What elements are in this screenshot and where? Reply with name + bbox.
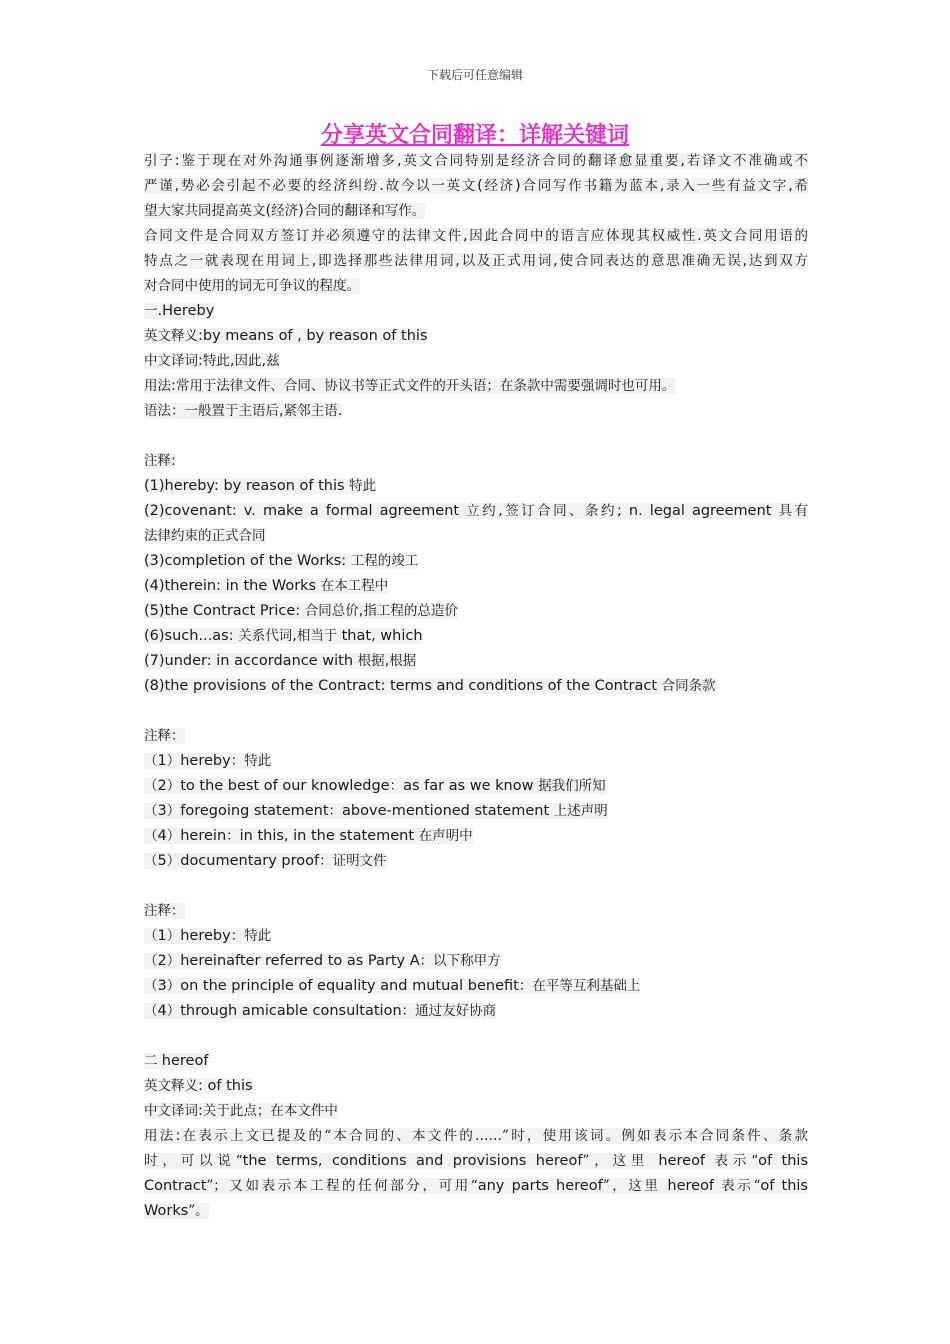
text-line [144, 899, 808, 924]
text-run: 一.Hereby [144, 303, 215, 319]
text-run: 对合同中使用的词无可争议的程度。 [144, 278, 360, 294]
text-run: 语法：一般置于主语后,紧邻主语. [144, 403, 343, 419]
text-run: 注释： [144, 903, 185, 919]
text-line [144, 974, 808, 999]
text-run: 引子:鉴于现在对外沟通事例逐渐增多,英文合同特别是经济合同的翻译愈显重要,若译文不准确或不 [144, 153, 808, 169]
text-line [144, 324, 808, 349]
text-line [144, 999, 808, 1024]
page-header: 下载后可任意编辑 [426, 68, 523, 82]
blank-line [144, 874, 808, 899]
blank-line [144, 1024, 808, 1049]
text-run: （3）on the principle of equality and mutual benefit：在平等互利基础上 [144, 978, 641, 994]
text-line [144, 624, 808, 649]
text-run: （2）to the best of our knowledge：as far as we know 据我们所知 [144, 778, 606, 794]
text-run: 用法:常用于法律文件、合同、协议书等正式文件的开头语；在条款中需要强调时也可用。 [144, 378, 676, 394]
text-line [144, 674, 808, 699]
text-run: 用法:在表示上文已提及的“本合同的、本文件的……”时，使用该词。例如表示本合同条件、条款 [144, 1128, 808, 1144]
text-run: 合同文件是合同双方签订并必须遵守的法律文件,因此合同中的语言应体现其权威性.英文合同用语的 [144, 228, 808, 244]
text-line [144, 524, 808, 549]
text-run: (7)under: in accordance with 根据,根据 [144, 653, 417, 669]
text-line [144, 924, 808, 949]
text-line [144, 1149, 808, 1174]
text-run: 二 hereof [144, 1053, 209, 1069]
document-title: 分享英文合同翻译：详解关键词 [320, 123, 629, 148]
blank-line [144, 424, 808, 449]
document-body [144, 149, 808, 1224]
text-line [144, 1049, 808, 1074]
text-line [144, 399, 808, 424]
blank-line [144, 699, 808, 724]
text-line [144, 824, 808, 849]
text-line [144, 224, 808, 249]
text-run: 望大家共同提高英文(经济)合同的翻译和写作。 [144, 203, 426, 219]
text-run: (8)the provisions of the Contract: terms and conditions of the Contract 合同条款 [144, 678, 716, 694]
text-line [144, 849, 808, 874]
text-run: （1）hereby：特此 [144, 753, 272, 769]
text-line [144, 349, 808, 374]
text-line [144, 949, 808, 974]
text-run: 注释： [144, 728, 185, 744]
text-line [144, 274, 808, 299]
text-line [144, 724, 808, 749]
text-line [144, 249, 808, 274]
text-run: 中文译词:特此,因此,兹 [144, 353, 280, 369]
text-run: 英文释义:by means of , by reason of this [144, 328, 428, 344]
text-line [144, 599, 808, 624]
text-line [144, 774, 808, 799]
text-line [144, 374, 808, 399]
text-line [144, 299, 808, 324]
text-line [144, 649, 808, 674]
text-line [144, 1124, 808, 1149]
text-line [144, 1074, 808, 1099]
text-run: 时，可以说“the terms, conditions and provisions hereof”，这里 hereof 表示“of this [144, 1153, 808, 1169]
text-line [144, 1174, 808, 1199]
text-line [144, 499, 808, 524]
text-run: 严谨,势必会引起不必要的经济纠纷.故今以一英文(经济)合同写作书籍为蓝本,录入一些有益文字,希 [144, 178, 808, 194]
text-run: (2)covenant: v. make a formal agreement 立约,签订合同、条约; n. legal agreement 具有 [144, 503, 808, 519]
text-run: (1)hereby: by reason of this 特此 [144, 478, 377, 494]
text-run: 英文释义: of this [144, 1078, 253, 1094]
text-line [144, 199, 808, 224]
text-run: （1）hereby：特此 [144, 928, 272, 944]
text-line [144, 474, 808, 499]
text-line [144, 174, 808, 199]
text-run: Contract”；又如表示本工程的任何部分，可用“any parts hereof”，这里 hereof 表示“of this [144, 1178, 808, 1194]
text-run: (3)completion of the Works: 工程的竣工 [144, 553, 419, 569]
text-run: 法律约束的正式合同 [144, 528, 266, 544]
text-run: 中文译词:关于此点；在本文件中 [144, 1103, 338, 1119]
text-line [144, 749, 808, 774]
text-run: 注释: [144, 453, 176, 469]
text-run: （4）herein：in this, in the statement 在声明中 [144, 828, 473, 844]
text-run: (6)such...as: 关系代词,相当于 that, which [144, 628, 423, 644]
text-run: Works”。 [144, 1203, 209, 1219]
text-run: （3）foregoing statement：above-mentioned statement 上述声明 [144, 803, 608, 819]
text-run: 特点之一就表现在用词上,即选择那些法律用词,以及正式用词,使合同表达的意思准确无误,达到双方 [144, 253, 808, 269]
text-line [144, 149, 808, 174]
text-run: (5)the Contract Price: 合同总价,指工程的总造价 [144, 603, 458, 619]
text-run: （2）hereinafter referred to as Party A：以下称甲方 [144, 953, 501, 969]
text-line [144, 549, 808, 574]
text-line [144, 1199, 808, 1224]
text-run: (4)therein: in the Works 在本工程中 [144, 578, 389, 594]
text-line [144, 449, 808, 474]
text-run: （4）through amicable consultation：通过友好协商 [144, 1003, 497, 1019]
text-run: （5）documentary proof：证明文件 [144, 853, 387, 869]
text-line [144, 574, 808, 599]
text-line [144, 799, 808, 824]
text-line [144, 1099, 808, 1124]
